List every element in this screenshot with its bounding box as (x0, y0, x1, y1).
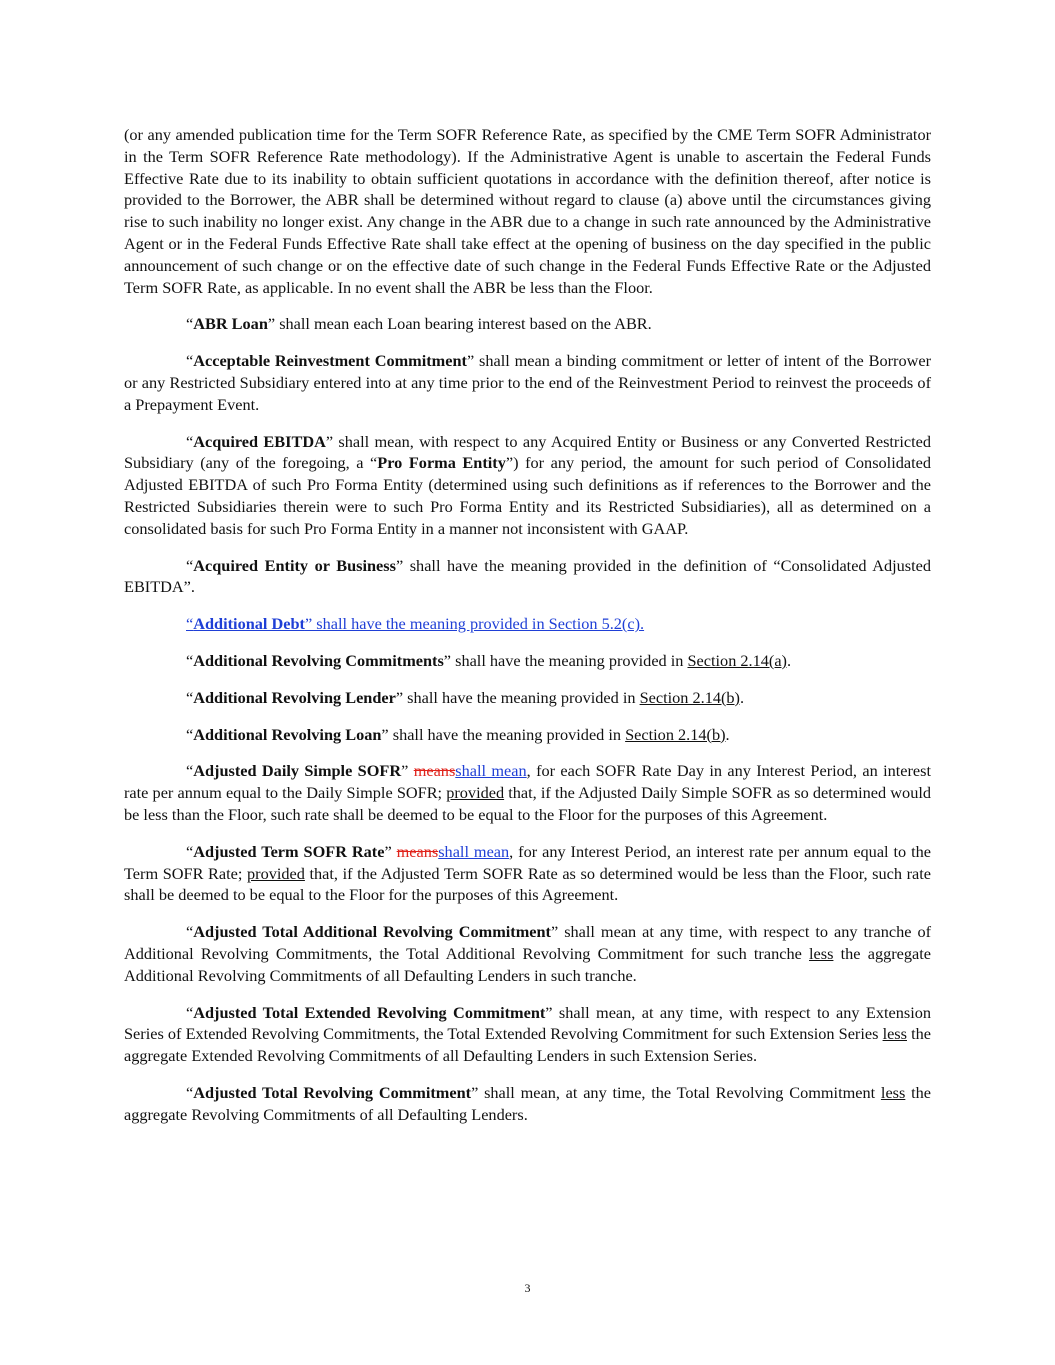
defined-term: Adjusted Total Additional Revolving Commitment (193, 922, 551, 942)
defined-term: Pro Forma Entity (377, 453, 506, 473)
document-page (124, 124, 931, 1140)
definition-adjusted-total-extended-revolving-commitment: “Adjusted Total Extended Revolving Commitment” shall mean, at any time, with respect to any Extension Series of Extended Revolving Commitments, the Total Extended Revolving Commitment for such Extension Series less the aggregate Extended Revolving Commitments of all Defaulting Lenders in such Extension Series. (124, 1002, 931, 1066)
definition-acquired-entity-or-business: “Acquired Entity or Business” shall have the meaning provided in the definition of “Consolidated Adjusted EBITDA”. (124, 555, 931, 597)
defined-term: Adjusted Total Revolving Commitment (193, 1082, 472, 1102)
definition-adjusted-daily-simple-sofr: “Adjusted Daily Simple SOFR” meansshall mean, for each SOFR Rate Day in any Interest Period, an interest rate per annum equal to the Daily Simple SOFR; provided that, if the Adjusted Daily Simple SOFR as so determined would be less than the Floor, such rate shall be deemed to be equal to the Floor for the purposes of this Agreement. (124, 761, 931, 824)
underlined-word: less (882, 1024, 907, 1044)
inserted-text: shall mean (438, 841, 510, 861)
deleted-text: means (396, 841, 439, 861)
definition-additional-revolving-commitments: “Additional Revolving Commitments” shall have the meaning provided in Section 2.14(a). (186, 650, 792, 670)
definition-additional-revolving-lender: “Additional Revolving Lender” shall have the meaning provided in Section 2.14(b). (186, 687, 745, 707)
section-reference: Section 2.14(b) (625, 724, 726, 744)
defined-term: Acquired Entity or Business (193, 555, 396, 575)
underlined-word: less (880, 1082, 906, 1102)
page-number: 3 (524, 1281, 531, 1295)
inserted-text: “Additional Debt” shall have the meaning provided in Section 5.2(c). (186, 614, 645, 634)
definition-adjusted-term-sofr-rate: “Adjusted Term SOFR Rate” meansshall mean, for any Interest Period, an interest rate per annum equal to the Term SOFR Rate; provided that, if the Adjusted Term SOFR Rate as so determined would be less than the Floor, such rate shall be deemed to be equal to the Floor for the purposes of this Agreement. (124, 841, 932, 905)
underlined-word: provided (247, 863, 305, 883)
inserted-text: shall mean (455, 761, 527, 781)
underlined-word: provided (446, 783, 505, 803)
definition-additional-debt-inserted (124, 613, 931, 635)
underlined-word: less (809, 943, 834, 963)
abr-continuation-paragraph: (or any amended publication time for the Term SOFR Reference Rate, as specified by the CME Term SOFR Administrator in the Term SOFR Reference Rate methodology). If the Administrative Agent is unable to ascertain the Federal Funds Effective Rate due to its inability to obtain sufficient quotations in accordance with the definition thereof, after notice is provided to the Borrower, the ABR shall be determined without regard to clause (a) above until the circumstances giving rise to such inability no longer exist. Any change in the ABR due to a change in such rate announced by the Administrative Agent or in the Federal Funds Effective Rate shall take effect at the opening of business on the day specified in the public announcement of such change or on the effective date of such change in the Federal Funds Effective Rate or the Adjusted Term SOFR Rate, as applicable. In no event shall the ABR be less than the Floor. (124, 125, 931, 297)
definition-adjusted-total-additional-revolving-commitment: “Adjusted Total Additional Revolving Commitment” shall mean at any time, with respect to any tranche of Additional Revolving Commitments, the Total Additional Revolving Commitment for such tranche less the aggregate Additional Revolving Commitments of all Defaulting Lenders in such tranche. (124, 922, 931, 985)
definition-adjusted-total-revolving-commitment: “Adjusted Total Revolving Commitment” shall mean, at any time, the Total Revolving Commitment less the aggregate Revolving Commitments of all Defaulting Lenders. (124, 1082, 932, 1124)
defined-term: Acceptable Reinvestment Commitment (193, 351, 467, 371)
defined-term: Acquired EBITDA (193, 431, 326, 451)
section-reference: Section 2.14(b) (639, 687, 740, 707)
deleted-text: means (413, 761, 456, 781)
defined-term: Adjusted Daily Simple SOFR (193, 761, 402, 781)
defined-term: Adjusted Total Extended Revolving Commitment (193, 1002, 546, 1022)
definition-additional-revolving-loan: “Additional Revolving Loan” shall have the meaning provided in Section 2.14(b). (186, 724, 730, 744)
defined-term: Additional Revolving Loan (193, 724, 382, 744)
defined-term: Additional Revolving Lender (193, 687, 396, 707)
definition-acquired-ebitda: “Acquired EBITDA” shall mean, with respect to any Acquired Entity or Business or any Converted Restricted Subsidiary (any of the foregoing, a “Pro Forma Entity”) for any period, the amount for such period of Consolidated Adjusted EBITDA of such Pro Forma Entity (determined using such definitions as if references to the Borrower and the Restricted Subsidiaries therein were to such Pro Forma Entity and its Restricted Subsidiaries), all as determined on a consolidated basis for such Pro Forma Entity in a manner not inconsistent with GAAP. (124, 431, 931, 538)
definition-acceptable-reinvestment-commitment: “Acceptable Reinvestment Commitment” shall mean a binding commitment or letter of intent of the Borrower or any Restricted Subsidiary entered into at any time prior to the end of the Reinvestment Period to reinvest the proceeds of a Prepayment Event. (124, 351, 931, 414)
defined-term: ABR Loan (193, 314, 268, 334)
section-reference: Section 2.14(a) (687, 650, 787, 670)
defined-term: Adjusted Term SOFR Rate (193, 841, 385, 861)
defined-term: Additional Revolving Commitments (193, 650, 444, 670)
definition-abr-loan: “ABR Loan” shall mean each Loan bearing interest based on the ABR. (186, 314, 652, 334)
